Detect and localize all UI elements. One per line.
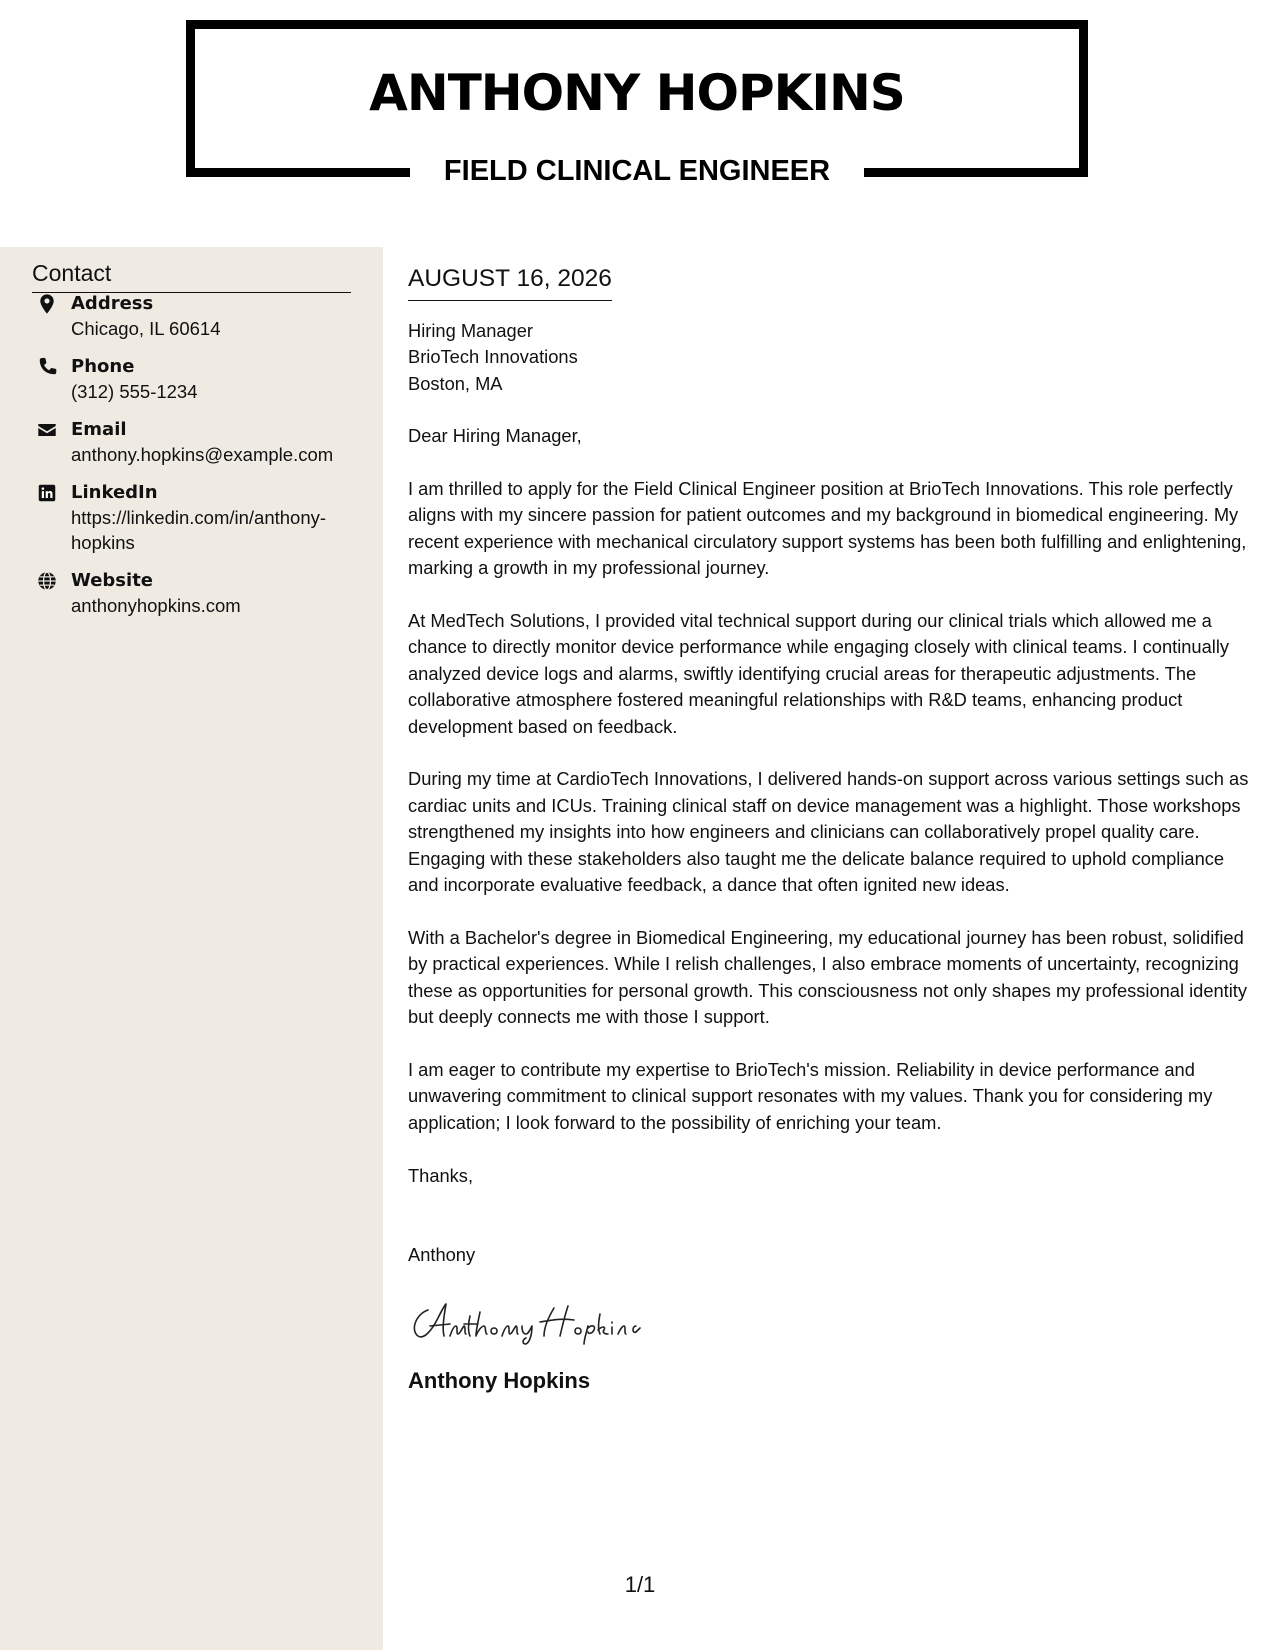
contact-value[interactable]: anthonyhopkins.com xyxy=(71,595,241,616)
signer-full-name: Anthony Hopkins xyxy=(408,1368,591,1394)
closing: Thanks, xyxy=(408,1164,474,1186)
sign-off-first-name: Anthony xyxy=(408,1243,476,1265)
contact-value[interactable]: https://linkedin.com/in/anthony-hopkins xyxy=(71,507,327,553)
map-pin-icon xyxy=(36,293,58,315)
contact-label: Website xyxy=(71,570,154,591)
recipient-company: BrioTech Innovations xyxy=(408,346,578,368)
contact-sidebar xyxy=(0,247,383,1650)
globe-icon xyxy=(36,570,58,592)
body-paragraph: During my time at CardioTech Innovations, I delivered hands-on support across various settings such as cardiac units and ICUs. Training clinical staff on device management was a highlight. Those workshops strengthened my insights into how engineers and clinicians can collaboratively propel quality care. Engaging with these stakeholders also taught me the delicate balance required to uphold compliance and incorporate evaluative feedback, a dance that often ignited new ideas. xyxy=(408,768,1249,896)
letter-date: AUGUST 16, 2026 xyxy=(408,258,612,301)
body-paragraph: I am thrilled to apply for the Field Clinical Engineer position at BrioTech Innovations. This role perfectly aligns with my sincere passion for patient outcomes and my background in biomedical engineering. My recent experience with mechanical circulatory support systems has been both fulfilling and enlightening, marking a growth in my professional journey. xyxy=(408,478,1247,579)
contact-value: Chicago, IL 60614 xyxy=(71,318,221,339)
candidate-name: ANTHONY HOPKINS xyxy=(369,64,905,122)
salutation: Dear Hiring Manager, xyxy=(408,425,582,447)
handwritten-signature xyxy=(408,1296,678,1346)
linkedin-icon xyxy=(36,482,58,504)
envelope-icon xyxy=(36,419,58,441)
contact-value[interactable]: anthony.hopkins@example.com xyxy=(71,444,334,465)
phone-icon xyxy=(36,356,58,378)
contact-label: Phone xyxy=(71,356,135,377)
body-paragraph: At MedTech Solutions, I provided vital technical support during our clinical trials which allowed me a chance to directly monitor device performance while engaging closely with clinical teams. I continually analyzed device logs and alarms, swiftly identifying crucial areas for therapeutic adjustments. The collaborative atmosphere fostered meaningful relationships with R&D teams, enhancing product development based on feedback. xyxy=(408,610,1230,737)
recipient-block xyxy=(408,318,1254,397)
signature-text: Anthony Hopkins xyxy=(408,1296,416,1298)
body-paragraph: I am eager to contribute my expertise to BrioTech's mission. Reliability in device performance and unwavering commitment to clinical support resonates with my values. Thank you for considering my application; I look forward to the possibility of enriching your team. xyxy=(408,1058,1213,1133)
recipient-title: Hiring Manager xyxy=(408,320,533,341)
recipient-location: Boston, MA xyxy=(408,372,503,394)
contact-heading: Contact xyxy=(32,257,351,293)
contact-label: Address xyxy=(71,293,154,314)
body-paragraph: With a Bachelor's degree in Biomedical Engineering, my educational journey has been robust, solidified by practical experiences. While I relish challenges, I also embrace moments of uncertainty, recognizing these as opportunities for personal growth. This consciousness not only shapes my professional identity but deeply connects me with those I support. xyxy=(408,926,1248,1028)
contact-label: LinkedIn xyxy=(71,482,158,503)
contact-label: Email xyxy=(71,419,127,440)
contact-value: (312) 555-1234 xyxy=(71,381,198,402)
page-number: 1/1 xyxy=(624,1572,656,1597)
letter-body xyxy=(408,258,1254,1396)
job-title: FIELD CLINICAL ENGINEER xyxy=(443,155,831,187)
